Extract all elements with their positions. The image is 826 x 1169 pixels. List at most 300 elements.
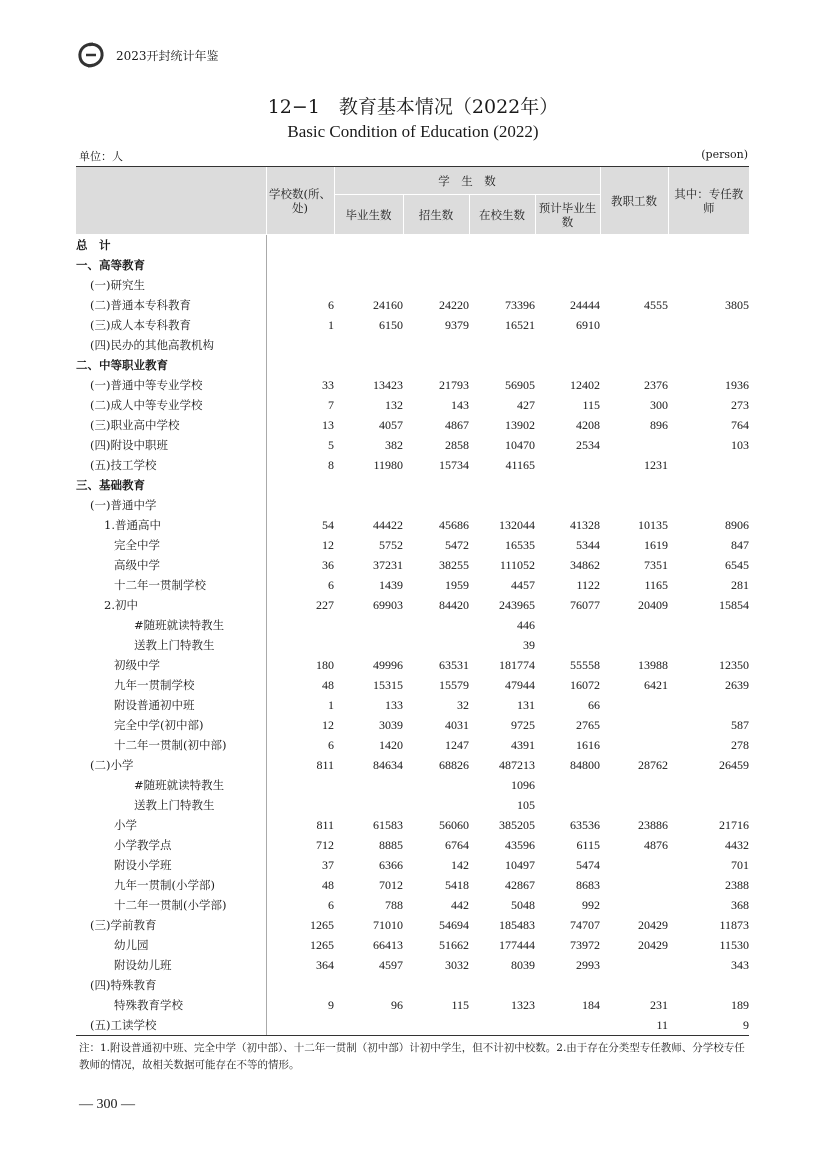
cell-value: 180 [266, 655, 334, 675]
cell-value: 227 [266, 595, 334, 615]
cell-value: 4457 [511, 578, 535, 592]
cell-value: 54694 [439, 918, 469, 932]
header-expected-graduates: 预计毕业生数 [535, 195, 600, 235]
cell-value: 84420 [439, 598, 469, 612]
cell-value [334, 475, 403, 495]
cell-value: 13902 [505, 418, 535, 432]
cell-value [334, 495, 403, 515]
cell-value: 343 [731, 958, 749, 972]
cell-value: 10470 [505, 438, 535, 452]
row-label: 三、基础教育 [76, 478, 145, 492]
cell-value [334, 275, 403, 295]
cell-value: 181774 [499, 658, 535, 672]
row-label: #随班就读特教生 [134, 618, 225, 632]
table-row [76, 515, 749, 535]
cell-value: 184 [582, 998, 600, 1012]
cell-value [266, 275, 334, 295]
cell-value [535, 975, 600, 995]
cell-value: 442 [451, 898, 469, 912]
cell-value [266, 615, 334, 635]
cell-value: 9725 [511, 718, 535, 732]
table-row [76, 355, 749, 375]
row-label: (二)普通本专科教育 [90, 298, 191, 312]
cell-value: 84800 [570, 758, 600, 772]
header-staff: 教职工数 [600, 167, 668, 235]
cell-value [668, 615, 749, 635]
cell-value [600, 875, 668, 895]
cell-value: 66 [588, 698, 600, 712]
cell-value: 243965 [499, 598, 535, 612]
table-row [76, 255, 749, 275]
cell-value: 39 [523, 638, 535, 652]
cell-value: 36 [266, 555, 334, 575]
cell-value: 61583 [373, 818, 403, 832]
cell-value: 54 [266, 515, 334, 535]
row-label: 十二年一贯制(小学部) [114, 898, 227, 912]
row-label: 送教上门特教生 [134, 638, 215, 652]
cell-value [600, 735, 668, 755]
cell-value: 3805 [725, 298, 749, 312]
cell-value [403, 975, 469, 995]
cell-value [469, 1015, 535, 1036]
cell-value [535, 255, 600, 275]
row-label: (四)附设中职班 [90, 438, 168, 452]
cell-value: 364 [266, 955, 334, 975]
cell-value: 1265 [266, 915, 334, 935]
cell-value [403, 235, 469, 256]
cell-value: 6366 [379, 858, 403, 872]
cell-value: 4031 [445, 718, 469, 732]
cell-value: 7 [266, 395, 334, 415]
cell-value: 66413 [373, 938, 403, 952]
table-row [76, 775, 749, 795]
cell-value [600, 695, 668, 715]
cell-value: 487213 [499, 758, 535, 772]
cell-value: 4208 [576, 418, 600, 432]
cell-value [668, 455, 749, 475]
cell-value [668, 335, 749, 355]
cell-value: 6 [266, 575, 334, 595]
cell-value [266, 495, 334, 515]
cell-value [535, 495, 600, 515]
row-label: 十二年一贯制学校 [114, 578, 206, 592]
cell-value: 13423 [373, 378, 403, 392]
cell-value: 15734 [439, 458, 469, 472]
cell-value [535, 1015, 600, 1036]
table-row [76, 675, 749, 695]
cell-value [600, 495, 668, 515]
cell-value [535, 475, 600, 495]
page-header [76, 38, 219, 72]
cell-value: 701 [731, 858, 749, 872]
cell-value [266, 235, 334, 256]
cell-value: 7351 [644, 558, 668, 572]
cell-value [668, 475, 749, 495]
unit-label-cn: 单位：人 [79, 150, 123, 163]
table-row [76, 575, 749, 595]
cell-value [266, 335, 334, 355]
table-row [76, 415, 749, 435]
row-label: 完全中学(初中部) [114, 718, 204, 732]
cell-value: 26459 [719, 758, 749, 772]
cell-value [600, 775, 668, 795]
cell-value: 47944 [505, 678, 535, 692]
row-label: (一)研究生 [90, 278, 145, 292]
cell-value [535, 775, 600, 795]
cell-value: 4555 [644, 298, 668, 312]
cell-value [403, 615, 469, 635]
cell-value: 2858 [445, 438, 469, 452]
cell-value [600, 855, 668, 875]
cell-value [403, 495, 469, 515]
cell-value [668, 635, 749, 655]
cell-value: 2765 [576, 718, 600, 732]
cell-value: 4057 [379, 418, 403, 432]
table-row [76, 715, 749, 735]
cell-value: 115 [451, 998, 469, 1012]
cell-value: 5344 [576, 538, 600, 552]
cell-value: 37231 [373, 558, 403, 572]
cell-value: 368 [731, 898, 749, 912]
cell-value [334, 1015, 403, 1036]
cell-value: 63531 [439, 658, 469, 672]
cell-value: 16072 [570, 678, 600, 692]
cell-value: 278 [731, 738, 749, 752]
cell-value: 2534 [576, 438, 600, 452]
cell-value: 8039 [511, 958, 535, 972]
cell-value: 45686 [439, 518, 469, 532]
cell-value: 15854 [719, 598, 749, 612]
table-row [76, 855, 749, 875]
page-number: — 300 — [79, 1097, 135, 1112]
cell-value: 587 [731, 718, 749, 732]
row-label: 附设幼儿班 [114, 958, 172, 972]
cell-value: 44422 [373, 518, 403, 532]
cell-value: 712 [266, 835, 334, 855]
cell-value [668, 355, 749, 375]
cell-value: 142 [451, 858, 469, 872]
row-label: 送教上门特教生 [134, 798, 215, 812]
table-row [76, 615, 749, 635]
table-row [76, 295, 749, 315]
cell-value: 111052 [499, 558, 535, 572]
cell-value: 2639 [725, 678, 749, 692]
unit-label-en: (person) [701, 148, 748, 161]
table-row [76, 915, 749, 935]
cell-value: 74707 [570, 918, 600, 932]
cell-value: 1 [266, 695, 334, 715]
cell-value [403, 275, 469, 295]
cell-value [600, 795, 668, 815]
table-row [76, 795, 749, 815]
cell-value: 34862 [570, 558, 600, 572]
cell-value: 6764 [445, 838, 469, 852]
row-label: (五)工读学校 [76, 1015, 266, 1036]
cell-value: 20429 [638, 938, 668, 952]
cell-value: 6910 [576, 318, 600, 332]
cell-value [469, 495, 535, 515]
cell-value: 132044 [499, 518, 535, 532]
cell-value: 427 [517, 398, 535, 412]
cell-value: 6150 [379, 318, 403, 332]
table-row [76, 935, 749, 955]
cell-value: 4867 [445, 418, 469, 432]
table-row [76, 755, 749, 775]
cell-value: 11873 [719, 918, 749, 932]
cell-value [469, 475, 535, 495]
cell-value: 1122 [576, 578, 600, 592]
cell-value: 28762 [638, 758, 668, 772]
cell-value: 5048 [511, 898, 535, 912]
cell-value [668, 315, 749, 335]
row-label: (三)学前教育 [90, 918, 157, 932]
header-graduates: 毕业生数 [334, 195, 403, 235]
cell-value: 12 [266, 535, 334, 555]
cell-value: 73396 [505, 298, 535, 312]
cell-value: 11980 [373, 458, 403, 472]
cell-value: 12402 [570, 378, 600, 392]
cell-value: 300 [650, 398, 668, 412]
cell-value: 24444 [570, 298, 600, 312]
cell-value: 4876 [644, 838, 668, 852]
cell-value [600, 315, 668, 335]
yearbook-logo-icon [76, 40, 106, 70]
cell-value: 41328 [570, 518, 600, 532]
table-row [76, 735, 749, 755]
header-enrolment: 招生数 [403, 195, 469, 235]
cell-value [334, 975, 403, 995]
cell-value [334, 335, 403, 355]
cell-value: 37 [266, 855, 334, 875]
cell-value: 56905 [505, 378, 535, 392]
header-blank-cell [76, 167, 266, 235]
cell-value [266, 475, 334, 495]
header-students-group: 学 生 数 [334, 167, 600, 195]
cell-value: 6115 [576, 838, 600, 852]
cell-value [535, 635, 600, 655]
cell-value: 3039 [379, 718, 403, 732]
cell-value: 12350 [719, 658, 749, 672]
cell-value: 1 [266, 315, 334, 335]
cell-value [403, 255, 469, 275]
cell-value [334, 615, 403, 635]
cell-value [600, 955, 668, 975]
row-label: 附设普通初中班 [114, 698, 195, 712]
cell-value [600, 335, 668, 355]
cell-value [668, 275, 749, 295]
row-label: 二、中等职业教育 [76, 358, 168, 372]
row-label: 十二年一贯制(初中部) [114, 738, 227, 752]
cell-value [403, 635, 469, 655]
cell-value: 132 [385, 398, 403, 412]
cell-value [535, 455, 600, 475]
row-label: (二)成人中等专业学校 [90, 398, 203, 412]
cell-value: 133 [385, 698, 403, 712]
row-label: 2.初中 [104, 598, 138, 612]
cell-value [403, 355, 469, 375]
cell-value: 103 [731, 438, 749, 452]
cell-value [266, 975, 334, 995]
cell-value [535, 275, 600, 295]
table-row [76, 315, 749, 335]
cell-value: 56060 [439, 818, 469, 832]
cell-value: 1247 [445, 738, 469, 752]
cell-value: 143 [451, 398, 469, 412]
row-label: (一)普通中等专业学校 [90, 378, 203, 392]
table-row [76, 635, 749, 655]
cell-value: 1959 [445, 578, 469, 592]
cell-value [600, 235, 668, 256]
cell-value: 48 [266, 875, 334, 895]
cell-value: 13988 [638, 658, 668, 672]
cell-value [535, 795, 600, 815]
cell-value: 55558 [570, 658, 600, 672]
cell-value [535, 235, 600, 256]
cell-value: 5472 [445, 538, 469, 552]
row-label: 幼儿园 [114, 938, 149, 952]
cell-value: 49996 [373, 658, 403, 672]
row-label: 九年一贯制学校 [114, 678, 195, 692]
table-title-en: Basic Condition of Education (2022) [287, 122, 539, 141]
cell-value [403, 335, 469, 355]
cell-value: 847 [731, 538, 749, 552]
cell-value [469, 975, 535, 995]
row-label: 高级中学 [114, 558, 160, 572]
cell-value [600, 275, 668, 295]
table-row [76, 655, 749, 675]
cell-value: 2388 [725, 878, 749, 892]
cell-value: 8 [266, 455, 334, 475]
table-row [76, 435, 749, 455]
cell-value: 5474 [576, 858, 600, 872]
cell-value: 273 [731, 398, 749, 412]
cell-value [334, 355, 403, 375]
table-row [76, 495, 749, 515]
cell-value [334, 795, 403, 815]
cell-value [600, 975, 668, 995]
cell-value [334, 235, 403, 256]
cell-value: 2376 [644, 378, 668, 392]
cell-value: 992 [582, 898, 600, 912]
cell-value: 23886 [638, 818, 668, 832]
yearbook-title: 2023开封统计年鉴 [116, 48, 219, 63]
row-label: (四)特殊教育 [90, 978, 157, 992]
cell-value [535, 355, 600, 375]
cell-value: 96 [391, 998, 403, 1012]
cell-value: 42867 [505, 878, 535, 892]
table-row [76, 335, 749, 355]
cell-value: 16535 [505, 538, 535, 552]
row-label: (四)民办的其他高教机构 [90, 338, 214, 352]
row-label: 总 计 [76, 238, 111, 252]
cell-value: 32 [457, 698, 469, 712]
cell-value [334, 255, 403, 275]
row-label: (五)技工学校 [90, 458, 157, 472]
row-label: 1.普通高中 [104, 518, 161, 532]
cell-value [403, 1015, 469, 1036]
cell-value: 115 [582, 398, 600, 412]
row-label: (三)职业高中学校 [90, 418, 180, 432]
cell-value: 10135 [638, 518, 668, 532]
cell-value: 21716 [719, 818, 749, 832]
row-label: 附设小学班 [114, 858, 172, 872]
cell-value: 6545 [725, 558, 749, 572]
cell-value: 281 [731, 578, 749, 592]
cell-value [600, 475, 668, 495]
row-label: (一)普通中学 [90, 498, 157, 512]
cell-value: 446 [517, 618, 535, 632]
cell-value: 8683 [576, 878, 600, 892]
cell-value [334, 775, 403, 795]
cell-value: 6421 [644, 678, 668, 692]
cell-value [600, 895, 668, 915]
cell-value [266, 635, 334, 655]
row-label: #随班就读特教生 [134, 778, 225, 792]
cell-value [668, 695, 749, 715]
cell-value [469, 355, 535, 375]
cell-value: 189 [731, 998, 749, 1012]
table-row [76, 815, 749, 835]
cell-value [668, 795, 749, 815]
table-row [76, 1015, 749, 1036]
cell-value: 1231 [644, 458, 668, 472]
table-row [76, 555, 749, 575]
cell-value: 71010 [373, 918, 403, 932]
cell-value [403, 795, 469, 815]
table-row [76, 475, 749, 495]
cell-value: 13 [266, 415, 334, 435]
cell-value: 1619 [644, 538, 668, 552]
cell-value [668, 495, 749, 515]
table-body [76, 235, 749, 1036]
cell-value: 9 [266, 995, 334, 1015]
cell-value: 33 [266, 375, 334, 395]
cell-value: 1936 [725, 378, 749, 392]
cell-value [600, 355, 668, 375]
cell-value: 9379 [445, 318, 469, 332]
cell-value: 1096 [511, 778, 535, 792]
row-label: 初级中学 [114, 658, 160, 672]
table-row [76, 895, 749, 915]
table-row [76, 275, 749, 295]
cell-value [266, 355, 334, 375]
cell-value: 24220 [439, 298, 469, 312]
table-row [76, 835, 749, 855]
cell-value: 24160 [373, 298, 403, 312]
cell-value: 811 [266, 815, 334, 835]
cell-value: 9 [668, 1015, 749, 1036]
cell-value [600, 635, 668, 655]
cell-value: 764 [731, 418, 749, 432]
table-row [76, 395, 749, 415]
cell-value [403, 775, 469, 795]
cell-value: 896 [650, 418, 668, 432]
cell-value: 63536 [570, 818, 600, 832]
cell-value [469, 275, 535, 295]
cell-value [469, 235, 535, 256]
cell-value: 3032 [445, 958, 469, 972]
cell-value [668, 775, 749, 795]
cell-value [600, 435, 668, 455]
cell-value: 16521 [505, 318, 535, 332]
cell-value: 12 [266, 715, 334, 735]
cell-value: 185483 [499, 918, 535, 932]
cell-value [600, 255, 668, 275]
table-header [76, 167, 749, 235]
cell-value [668, 235, 749, 256]
cell-value: 1165 [644, 578, 668, 592]
table-title-cn: 12−1 教育基本情况（2022年） [267, 96, 559, 118]
